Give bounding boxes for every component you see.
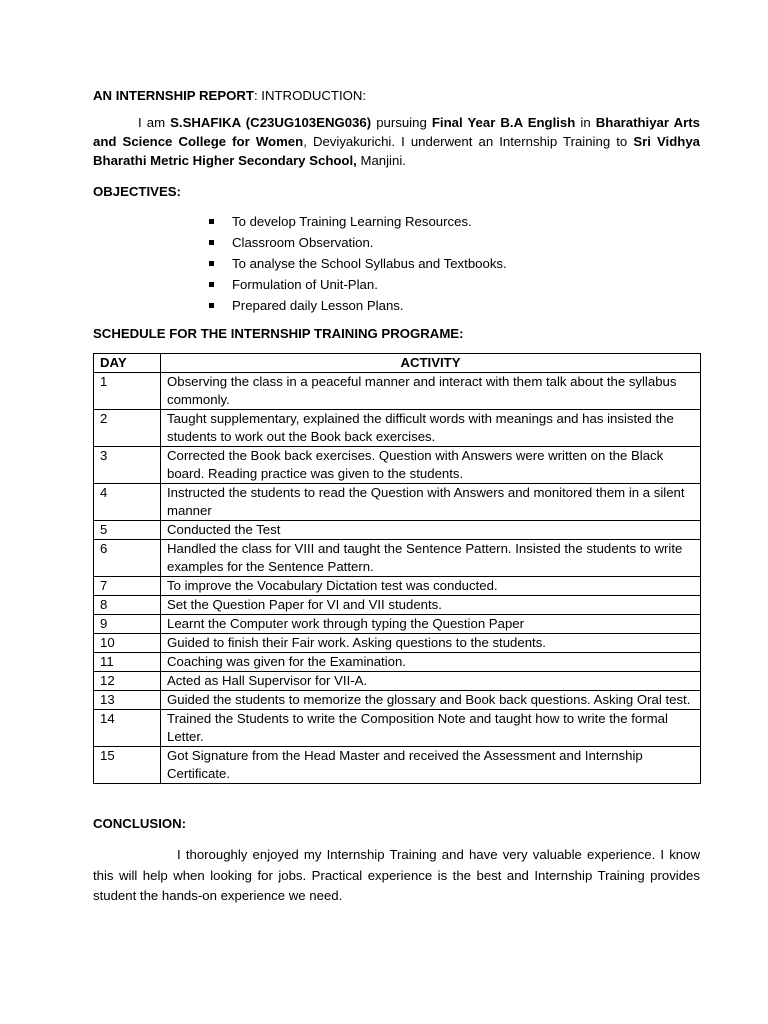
activity-cell: Guided to finish their Fair work. Asking questions to the students. <box>161 634 701 653</box>
activity-cell: Handled the class for VIII and taught the Sentence Pattern. Insisted the students to write examples for the Sentence Pattern. <box>161 540 701 577</box>
intro-text: , Deviyakurichi. I underwent an Internship Training to <box>303 134 634 149</box>
day-cell: 12 <box>94 672 161 691</box>
course-name: Final Year B.A English <box>431 115 576 130</box>
activity-cell: Observing the class in a peaceful manner and interact with them talk about the syllabus commonly. <box>161 373 701 410</box>
list-item: Formulation of Unit-Plan. <box>204 274 700 295</box>
day-cell: 15 <box>94 747 161 784</box>
table-row <box>94 373 701 410</box>
list-item: To develop Training Learning Resources. <box>204 211 700 232</box>
report-heading <box>93 86 700 105</box>
activity-cell: Learnt the Computer work through typing the Question Paper <box>161 615 701 634</box>
table-row <box>94 653 701 672</box>
day-cell: 5 <box>94 521 161 540</box>
objectives-list <box>93 211 700 316</box>
day-cell: 6 <box>94 540 161 577</box>
table-row <box>94 691 701 710</box>
intro-text: pursuing <box>371 115 432 130</box>
report-title-suffix: : INTRODUCTION: <box>253 88 367 103</box>
day-cell: 13 <box>94 691 161 710</box>
activity-cell: Got Signature from the Head Master and received the Assessment and Internship Certificate. <box>161 747 701 784</box>
day-cell: 2 <box>94 410 161 447</box>
table-row <box>94 747 701 784</box>
school-name: Sri Vidhya Bharathi Metric Higher Secondary School, <box>93 134 700 168</box>
activity-cell: To improve the Vocabulary Dictation test was conducted. <box>161 577 701 596</box>
table-row <box>94 540 701 577</box>
list-item: Classroom Observation. <box>204 232 700 253</box>
conclusion-paragraph: I thoroughly enjoyed my Internship Training and have very valuable experience. I know this will help when looking for jobs. Practical experience is the best and Internship Training provides student the hands-on experience we need. <box>93 847 700 903</box>
day-column-header: DAY <box>94 354 161 373</box>
list-item: Prepared daily Lesson Plans. <box>204 295 700 316</box>
activity-cell: Corrected the Book back exercises. Question with Answers were written on the Black board. Reading practice was given to the students. <box>161 447 701 484</box>
day-cell: 8 <box>94 596 161 615</box>
day-cell: 3 <box>94 447 161 484</box>
activity-cell: Conducted the Test <box>161 521 701 540</box>
intro-text: Manjini. <box>356 153 406 168</box>
objectives-heading: OBJECTIVES: <box>93 184 181 199</box>
activity-cell: Set the Question Paper for VI and VII students. <box>161 596 701 615</box>
activity-cell: Acted as Hall Supervisor for VII-A. <box>161 672 701 691</box>
student-name: S.SHAFIKA (C23UG103ENG036) <box>170 115 372 130</box>
intro-text: in <box>575 115 596 130</box>
table-row <box>94 484 701 521</box>
day-cell: 7 <box>94 577 161 596</box>
activity-cell: Guided the students to memorize the glossary and Book back questions. Asking Oral test. <box>161 691 701 710</box>
document-page <box>93 86 700 907</box>
table-row <box>94 521 701 540</box>
table-row <box>94 577 701 596</box>
table-row <box>94 596 701 615</box>
schedule-table <box>93 353 701 784</box>
day-cell: 14 <box>94 710 161 747</box>
day-cell: 11 <box>94 653 161 672</box>
activity-cell: Coaching was given for the Examination. <box>161 653 701 672</box>
day-cell: 4 <box>94 484 161 521</box>
table-row <box>94 634 701 653</box>
day-cell: 10 <box>94 634 161 653</box>
day-cell: 9 <box>94 615 161 634</box>
day-cell: 1 <box>94 373 161 410</box>
intro-paragraph <box>93 113 700 170</box>
activity-cell: Trained the Students to write the Composition Note and taught how to write the formal Letter. <box>161 710 701 747</box>
table-row <box>94 615 701 634</box>
table-row <box>94 710 701 747</box>
table-row <box>94 410 701 447</box>
activity-cell: Instructed the students to read the Question with Answers and monitored them in a silent manner <box>161 484 701 521</box>
conclusion-heading: CONCLUSION: <box>93 816 187 831</box>
college-name: Bharathiyar Arts and Science College for Women <box>93 115 700 149</box>
report-title: AN INTERNSHIP REPORT <box>93 88 254 103</box>
schedule-heading: SCHEDULE FOR THE INTERNSHIP TRAINING PROGRAME: <box>93 326 464 341</box>
activity-cell: Taught supplementary, explained the difficult words with meanings and has insisted the students to work out the Book back exercises. <box>161 410 701 447</box>
intro-text: I am <box>138 115 171 130</box>
table-header-row <box>94 354 701 373</box>
table-row <box>94 672 701 691</box>
list-item: To analyse the School Syllabus and Textbooks. <box>204 253 700 274</box>
table-row <box>94 447 701 484</box>
activity-column-header: ACTIVITY <box>161 354 701 373</box>
